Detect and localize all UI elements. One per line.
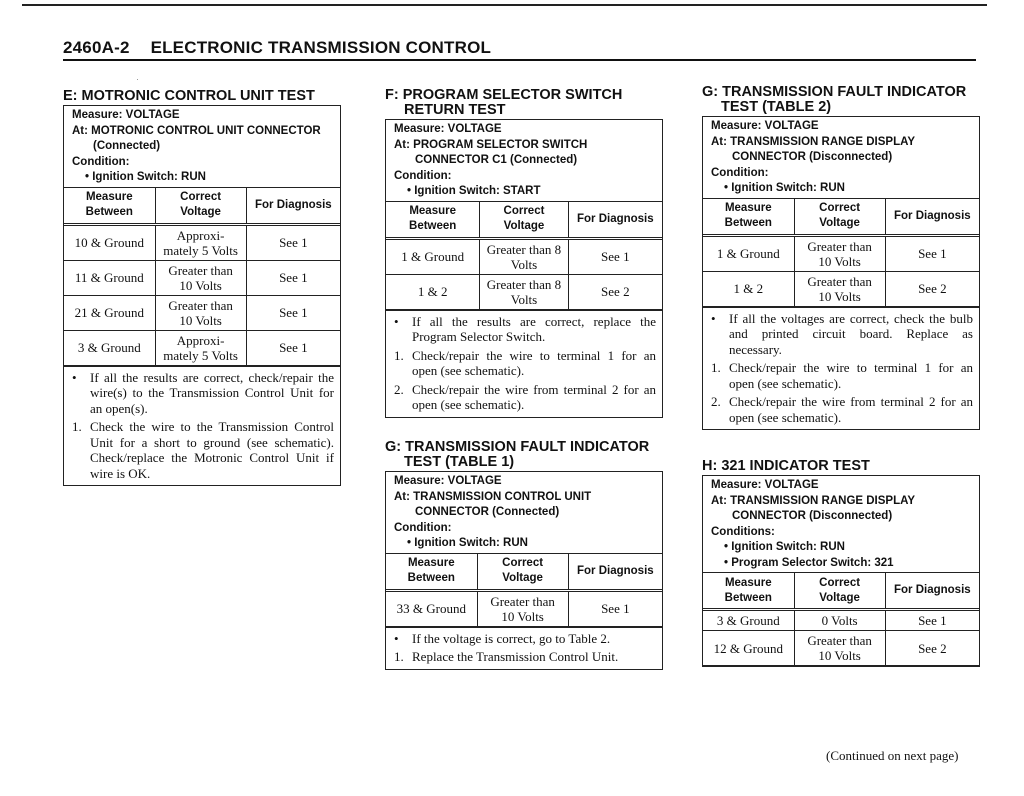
test-info <box>703 117 979 198</box>
section-title: H: 321 INDICATOR TEST <box>702 458 870 474</box>
col-correct-voltage: Correct Voltage <box>155 187 246 224</box>
cell-voltage: Greater than 10 Volts <box>155 260 246 295</box>
cell-between: 10 & Ground <box>64 224 155 260</box>
condition-item: • Ignition Switch: RUN <box>724 541 845 553</box>
col-correct-voltage: Correct Voltage <box>477 553 568 590</box>
cell-diagnosis: See 1 <box>568 238 662 274</box>
condition-label: Condition: <box>72 155 130 168</box>
cell-diagnosis: See 2 <box>885 271 979 306</box>
measure-line: Measure: VOLTAGE <box>394 475 502 487</box>
at-line-cont: CONNECTOR C1 (Connected) <box>415 154 578 166</box>
diagnosis-notes <box>64 366 340 486</box>
test-info <box>386 472 662 553</box>
page-number: 2460A-2 <box>63 38 130 57</box>
cell-voltage: Approxi- mately 5 Volts <box>155 224 246 260</box>
section-g-fault-indicator-table-1 <box>385 440 663 670</box>
cell-voltage: Greater than 10 Volts <box>155 295 246 330</box>
at-line: At: TRANSMISSION RANGE DISPLAY <box>711 135 916 148</box>
at-line-cont: CONNECTOR (Disconnected) <box>732 151 893 163</box>
at-line: At: TRANSMISSION CONTROL UNIT <box>394 490 592 503</box>
measure-line: Measure: VOLTAGE <box>394 123 502 135</box>
measure-line: Measure: VOLTAGE <box>72 109 180 121</box>
test-box <box>63 105 341 486</box>
col-for-diagnosis: For Diagnosis <box>885 573 979 610</box>
cell-voltage: 0 Volts <box>794 610 885 631</box>
col-measure-between: Measure Between <box>386 201 480 238</box>
table-row <box>703 271 979 306</box>
cell-between: 1 & Ground <box>703 235 794 271</box>
diagnosis-notes <box>386 627 662 669</box>
top-rule <box>22 4 987 6</box>
table-row <box>703 235 979 271</box>
note-item: 2. Check/repair the wire from terminal 2 for an open (see schematic). <box>394 381 656 412</box>
table-header-row <box>703 198 979 235</box>
cell-diagnosis: See 1 <box>246 224 340 260</box>
cell-between: 11 & Ground <box>64 260 155 295</box>
col-for-diagnosis: For Diagnosis <box>568 553 662 590</box>
table-row <box>64 295 340 330</box>
condition-item: • Ignition Switch: RUN <box>724 182 845 194</box>
test-info <box>703 476 979 572</box>
measurement-table <box>386 201 662 310</box>
section-title: G: TRANSMISSION FAULT INDICATOR TEST (TABLE 1) <box>385 439 650 470</box>
cell-between: 1 & 2 <box>386 274 480 309</box>
measurement-table <box>386 553 662 627</box>
cell-between: 21 & Ground <box>64 295 155 330</box>
at-line: At: MOTRONIC CONTROL UNIT CONNECTOR <box>72 124 321 137</box>
col-correct-voltage: Correct Voltage <box>480 201 568 238</box>
col-for-diagnosis: For Diagnosis <box>246 187 340 224</box>
note-item: 1. Check/repair the wire to terminal 1 for an open (see schematic). <box>711 360 973 391</box>
cell-diagnosis: See 1 <box>568 590 662 626</box>
measure-line: Measure: VOLTAGE <box>711 120 819 132</box>
col-measure-between: Measure Between <box>64 187 155 224</box>
test-box <box>385 471 663 670</box>
test-box <box>702 475 980 667</box>
col-correct-voltage: Correct Voltage <box>794 573 885 610</box>
table-header-row <box>386 201 662 238</box>
table-row <box>703 610 979 631</box>
cell-between: 3 & Ground <box>703 610 794 631</box>
cell-voltage: Greater than 10 Volts <box>794 631 885 666</box>
diagnosis-notes <box>386 310 662 417</box>
at-line: At: TRANSMISSION RANGE DISPLAY <box>711 494 916 507</box>
test-box <box>385 119 663 418</box>
cell-diagnosis: See 1 <box>246 330 340 365</box>
table-header-row <box>703 573 979 610</box>
test-box <box>702 116 980 430</box>
measurement-table <box>64 187 340 366</box>
section-h-321-indicator-test <box>702 459 980 667</box>
measure-line: Measure: VOLTAGE <box>711 479 819 491</box>
diagnosis-notes <box>703 307 979 430</box>
condition-item: • Ignition Switch: RUN <box>407 537 528 549</box>
table-row <box>64 224 340 260</box>
note-item: • If the voltage is correct, go to Table 2. <box>394 630 611 646</box>
note-item: 1. Replace the Transmission Control Unit. <box>394 649 619 664</box>
at-line-cont: CONNECTOR (Connected) <box>415 506 560 518</box>
section-title: F: PROGRAM SELECTOR SWITCH RETURN TEST <box>385 87 623 118</box>
table-header-row <box>386 553 662 590</box>
page-header <box>63 38 976 61</box>
cell-voltage: Greater than 8 Volts <box>480 274 568 309</box>
condition-label: Conditions: <box>711 525 775 538</box>
continued-note: (Continued on next page) <box>826 748 959 763</box>
cell-voltage: Greater than 10 Volts <box>477 590 568 626</box>
table-row <box>386 238 662 274</box>
cell-between: 1 & 2 <box>703 271 794 306</box>
col-correct-voltage: Correct Voltage <box>794 198 885 235</box>
measurement-table <box>703 572 979 666</box>
page-title: ELECTRONIC TRANSMISSION CONTROL <box>150 38 492 57</box>
cell-voltage: Greater than 10 Volts <box>794 271 885 306</box>
at-line-cont: (Connected) <box>93 140 161 152</box>
table-header-row <box>64 187 340 224</box>
scan-speck <box>137 79 138 80</box>
cell-between: 3 & Ground <box>64 330 155 365</box>
cell-diagnosis: See 1 <box>246 260 340 295</box>
note-item: • If all the results are correct, check/repair the wire(s) to the Transmission Control Unit for an open(s). <box>72 369 334 416</box>
note-item: • If all the results are correct, replace the Program Selector Switch. <box>394 313 656 344</box>
note-item: 1. Check/repair the wire to terminal 1 for an open (see schematic). <box>394 347 656 378</box>
condition-label: Condition: <box>394 521 452 534</box>
table-row <box>386 274 662 309</box>
cell-between: 33 & Ground <box>386 590 477 626</box>
measurement-table <box>703 198 979 307</box>
cell-voltage: Approxi- mately 5 Volts <box>155 330 246 365</box>
test-info <box>386 120 662 201</box>
test-info <box>64 106 340 187</box>
note-item: 1. Check the wire to the Transmission Control Unit for a short to ground (see schematic). Check/replace the Motronic Control Unit if wire is OK. <box>72 419 334 481</box>
section-g-fault-indicator-table-2 <box>702 85 980 430</box>
note-item: • If all the voltages are correct, check the bulb and printed circuit board. Replace as necessary. <box>711 310 973 357</box>
table-row <box>64 330 340 365</box>
at-line-cont: CONNECTOR (Disconnected) <box>732 510 893 522</box>
cell-diagnosis: See 2 <box>568 274 662 309</box>
note-item: 2. Check/repair the wire from terminal 2 for an open (see schematic). <box>711 394 973 425</box>
cell-voltage: Greater than 8 Volts <box>480 238 568 274</box>
section-title: E: MOTRONIC CONTROL UNIT TEST <box>63 88 315 104</box>
cell-diagnosis: See 2 <box>885 631 979 666</box>
col-measure-between: Measure Between <box>703 198 794 235</box>
condition-label: Condition: <box>711 166 769 179</box>
table-row <box>386 590 662 626</box>
cell-diagnosis: See 1 <box>885 610 979 631</box>
col-for-diagnosis: For Diagnosis <box>568 201 662 238</box>
condition-item: • Ignition Switch: RUN <box>85 171 206 183</box>
section-f-program-selector-test <box>385 88 663 418</box>
cell-diagnosis: See 1 <box>885 235 979 271</box>
table-row <box>64 260 340 295</box>
cell-between: 1 & Ground <box>386 238 480 274</box>
condition-item: • Ignition Switch: START <box>407 185 541 197</box>
section-e-motronic-test <box>63 89 341 486</box>
condition-item: • Program Selector Switch: 321 <box>724 556 894 569</box>
at-line: At: PROGRAM SELECTOR SWITCH <box>394 138 588 151</box>
section-title: G: TRANSMISSION FAULT INDICATOR TEST (TABLE 2) <box>702 84 967 115</box>
cell-voltage: Greater than 10 Volts <box>794 235 885 271</box>
condition-label: Condition: <box>394 169 452 182</box>
cell-between: 12 & Ground <box>703 631 794 666</box>
col-measure-between: Measure Between <box>386 553 477 590</box>
col-for-diagnosis: For Diagnosis <box>885 198 979 235</box>
col-measure-between: Measure Between <box>703 573 794 610</box>
table-row <box>703 631 979 666</box>
cell-diagnosis: See 1 <box>246 295 340 330</box>
